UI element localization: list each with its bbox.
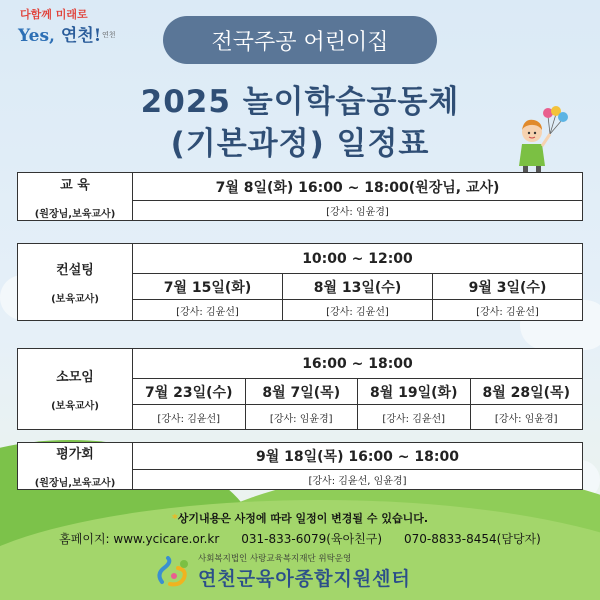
section-content [133,443,582,489]
evaluation-section [17,442,583,490]
session-date: 8월 13일(수) [283,274,432,300]
organization-footer [150,552,450,596]
consulting-section [17,243,583,321]
session-instructor: [강사: 김윤선] [176,306,239,318]
consulting-time: 10:00 ~ 12:00 [133,244,582,274]
center-logo-icon [154,556,194,590]
session-cell [471,379,583,429]
section-title: 교 육 [60,177,90,193]
section-audience: (보육교사) [51,401,99,412]
section-title: 소모임 [56,370,94,385]
small-group-section [17,348,583,430]
page-subtitle: (기본과정) 일정표 [170,126,430,162]
session-date: 7월 23일(수) [133,379,245,405]
session-cell [433,274,582,320]
session-date: 8월 19일(화) [358,379,470,405]
session-cell [133,274,283,320]
daycare-name-badge: 전국주공 어린이집 [163,16,437,64]
section-content [133,244,582,320]
session-instructor: [강사: 김윤선] [157,413,221,425]
child-balloons-icon [508,104,568,174]
yeoncheon-logo [10,6,120,50]
logo-name: Yes, 연천! [18,26,102,46]
section-content [133,349,582,429]
section-audience: (원장님,보육교사) [34,478,116,489]
consulting-sessions [133,274,582,320]
contact-info [0,530,600,547]
session-cell [358,379,471,429]
section-audience: (보육교사) [51,294,99,305]
staff-phone: 070-8833-8454(담당자) [404,532,541,546]
section-title: 평가회 [56,447,94,462]
session-date: 8월 7일(목) [246,379,358,405]
logo-tagline: 다함께 미래로 [20,8,88,21]
homepage-link[interactable]: 홈페이지: www.ycicare.or.kr [59,532,220,546]
session-instructor: [강사: 김윤선] [382,413,446,425]
session-instructor: [강사: 김윤선] [476,306,539,318]
education-instructor: [강사: 임윤경] [326,207,389,218]
session-date: 7월 15일(화) [133,274,282,300]
section-label [18,443,133,489]
change-notice [0,510,600,526]
session-cell [246,379,359,429]
org-name: 연천군육아종합지원센터 [198,568,411,590]
notice-text: 상기내용은 사정에 따라 일정이 변경될 수 있습니다. [177,512,429,525]
education-section [17,172,583,221]
education-schedule: 7월 8일(화) 16:00 ~ 18:00(원장님, 교사) [133,173,582,201]
page-title: 2025 놀이학습공동체 [140,84,460,120]
session-date: 8월 28일(목) [471,379,583,405]
session-cell [283,274,433,320]
small-group-sessions [133,379,582,429]
org-operator: 사회복지법인 사랑교육복지재단 위탁운영 [198,554,352,564]
section-audience: (원장님,보육교사) [34,208,116,220]
session-instructor: [강사: 임윤경] [269,413,333,425]
section-content [133,173,582,220]
small-group-time: 16:00 ~ 18:00 [133,349,582,379]
section-title: 컨설팅 [56,263,94,278]
evaluation-instructor: [강사: 김윤선, 임윤경] [308,476,407,487]
session-date: 9월 3일(수) [433,274,582,300]
section-label [18,173,133,220]
session-instructor: [강사: 김윤선] [326,306,389,318]
evaluation-schedule: 9월 18일(목) 16:00 ~ 18:00 [133,443,582,470]
section-label [18,244,133,320]
session-instructor: [강사: 임윤경] [494,413,558,425]
logo-mark: 연천 [102,31,116,39]
notice-star: * [171,512,178,525]
section-label [18,349,133,429]
main-phone: 031-833-6079(육아친구) [241,532,383,546]
session-cell [133,379,246,429]
